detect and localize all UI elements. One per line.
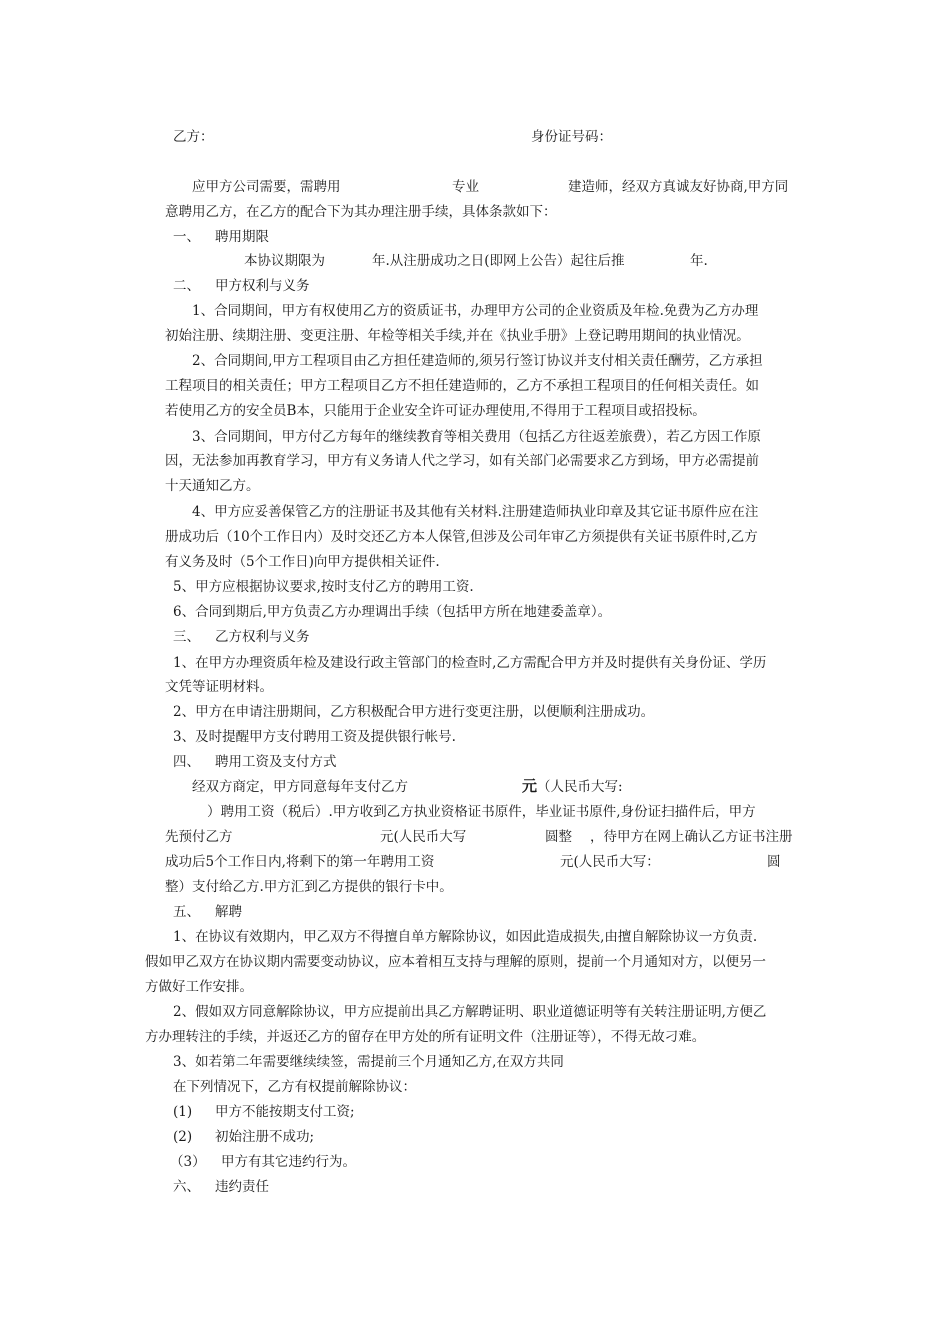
section-6-title: 违约责任 [215,1179,269,1195]
section-1-title: 聘用期限 [215,229,269,245]
s3-p1-line: 文凭等证明材料。 [165,679,273,695]
intro-text-c: 建造师，经双方真诚友好协商,甲方同 [568,179,789,195]
s2-p4-line: 4、甲方应妥善保管乙方的注册证书及其他有关材料.注册建造师执业印章及其它证书原件应在注 [192,504,759,520]
section-2-number: 二、 [173,278,200,294]
s1-term-a: 本协议期限为 [244,253,325,269]
s4-line-2: ）聘用工资（税后）.甲方收到乙方执业资格证书原件，毕业证书原件,身份证扫描件后，甲方 [207,804,756,820]
s4-line-3c: 圆整 [545,829,572,845]
s2-p5: 5、甲方应根据协议要求,按时支付乙方的聘用工资. [173,579,474,595]
s2-p2-line: 若使用乙方的安全员B本，只能用于企业安全许可证办理使用,不得用于工程项目或招投标。 [165,403,706,419]
s1-term-c: 年. [690,253,708,269]
s2-p3-line: 3、合同期间，甲方付乙方每年的继续教育等相关费用（包括乙方往返差旅费），若乙方因工作原 [192,429,761,445]
section-3-title: 乙方权利与义务 [215,629,310,645]
s2-p1-line: 1、合同期间，甲方有权使用乙方的资质证书，办理甲方公司的企业资质及年检.免费为乙方办理 [192,303,759,319]
s5-conditions: 在下列情况下，乙方有权提前解除协议： [173,1079,416,1095]
section-4-title: 聘用工资及支付方式 [215,754,337,770]
s5-item-number: （3） [170,1154,206,1170]
s2-p4-line: 册成功后（10个工作日内）及时交还乙方本人保管,但涉及公司年审乙方须提供有关证书原件时,乙方 [165,529,758,545]
s3-p2: 2、甲方在申请注册期间，乙方积极配合甲方进行变更注册，以便顺利注册成功。 [173,704,655,720]
s2-p2-line: 2、合同期间,甲方工程项目由乙方担任建造师的,须另行签订协议并支付相关责任酬劳，乙方承担 [192,353,763,369]
intro-text-a: 应甲方公司需要，需聘用 [192,179,341,195]
section-2-title: 甲方权利与义务 [215,278,310,294]
s5-p1-line: 假如甲乙双方在协议期内需要变动协议，应本着相互支持与理解的原则，提前一个月通知对方，以便另一 [145,954,766,970]
s4-line-5: 整）支付给乙方.甲方汇到乙方提供的银行卡中。 [165,879,453,895]
section-1-number: 一、 [173,229,200,245]
s5-item-text: 甲方不能按期支付工资; [215,1104,355,1120]
s2-p1-line: 初始注册、续期注册、变更注册、年检等相关手续,并在《执业手册》上登记聘用期间的执业情况。 [165,328,750,344]
s4-line-1c: （人民币大写: [537,779,623,795]
section-5-title: 解聘 [215,904,242,920]
section-5-number: 五、 [173,904,200,920]
s4-line-3a: 先预付乙方 [165,829,233,845]
s3-p1-line: 1、在甲方办理资质年检及建设行政主管部门的检查时,乙方需配合甲方并及时提供有关身份证、学历 [173,655,767,671]
id-number-label: 身份证号码： [531,129,612,145]
s4-line-3d: ，待甲方在网上确认乙方证书注册 [590,829,793,845]
s5-item-number: (2) [173,1129,193,1145]
s5-item-text: 初始注册不成功; [215,1129,315,1145]
s4-line-1a: 经双方商定，甲方同意每年支付乙方 [192,779,408,795]
s5-p1-line: 方做好工作安排。 [145,979,253,995]
intro-text-b: 专业 [452,179,479,195]
s2-p3-line: 因，无法参加再教育学习，甲方有义务请人代之学习，如有关部门必需要求乙方到场，甲方必需提前 [165,453,759,469]
s2-p4-line: 有义务及时（5个工作日)向甲方提供相关证件. [165,554,440,570]
s2-p6: 6、合同到期后,甲方负责乙方办理调出手续（包括甲方所在地建委盖章）。 [173,604,612,620]
s1-term-b: 年.从注册成功之日(即网上公告）起往后推 [372,253,625,269]
s5-item-number: (1) [173,1104,193,1120]
s4-line-4c: 圆 [767,854,781,870]
intro-text-d: 意聘用乙方，在乙方的配合下为其办理注册手续，具体条款如下： [165,204,557,220]
s5-p2-line: 2、假如双方同意解除协议，甲方应提前出具乙方解聘证明、职业道德证明等有关转注册证明,方便乙 [173,1004,767,1020]
s3-p3: 3、及时提醒甲方支付聘用工资及提供银行帐号. [173,729,456,745]
party-b-label: 乙方： [173,129,214,145]
section-6-number: 六、 [173,1179,200,1195]
s4-line-3b: 元(人民币大写 [380,829,467,845]
s5-p2-line: 方办理转注的手续，并返还乙方的留存在甲方处的所有证明文件（注册证等），不得无故刁难。 [145,1029,706,1045]
s4-line-1b: 元 [522,777,538,795]
s4-line-4a: 成功后5个工作日内,将剩下的第一年聘用工资 [165,854,435,870]
s5-p1-line: 1、在协议有效期内，甲乙双方不得擅自单方解除协议，如因此造成损失,由擅自解除协议一方负责. [173,929,758,945]
s2-p2-line: 工程项目的相关责任；甲方工程项目乙方不担任建造师的，乙方不承担工程项目的任何相关责任。如 [165,378,759,394]
s5-item-text: 甲方有其它违约行为。 [221,1154,356,1170]
s5-p3: 3、如若第二年需要继续续签，需提前三个月通知乙方,在双方共同 [173,1054,564,1070]
section-3-number: 三、 [173,629,200,645]
s4-line-4b: 元(人民币大写： [560,854,660,870]
s2-p3-line: 十天通知乙方。 [165,478,260,494]
section-4-number: 四、 [173,754,200,770]
